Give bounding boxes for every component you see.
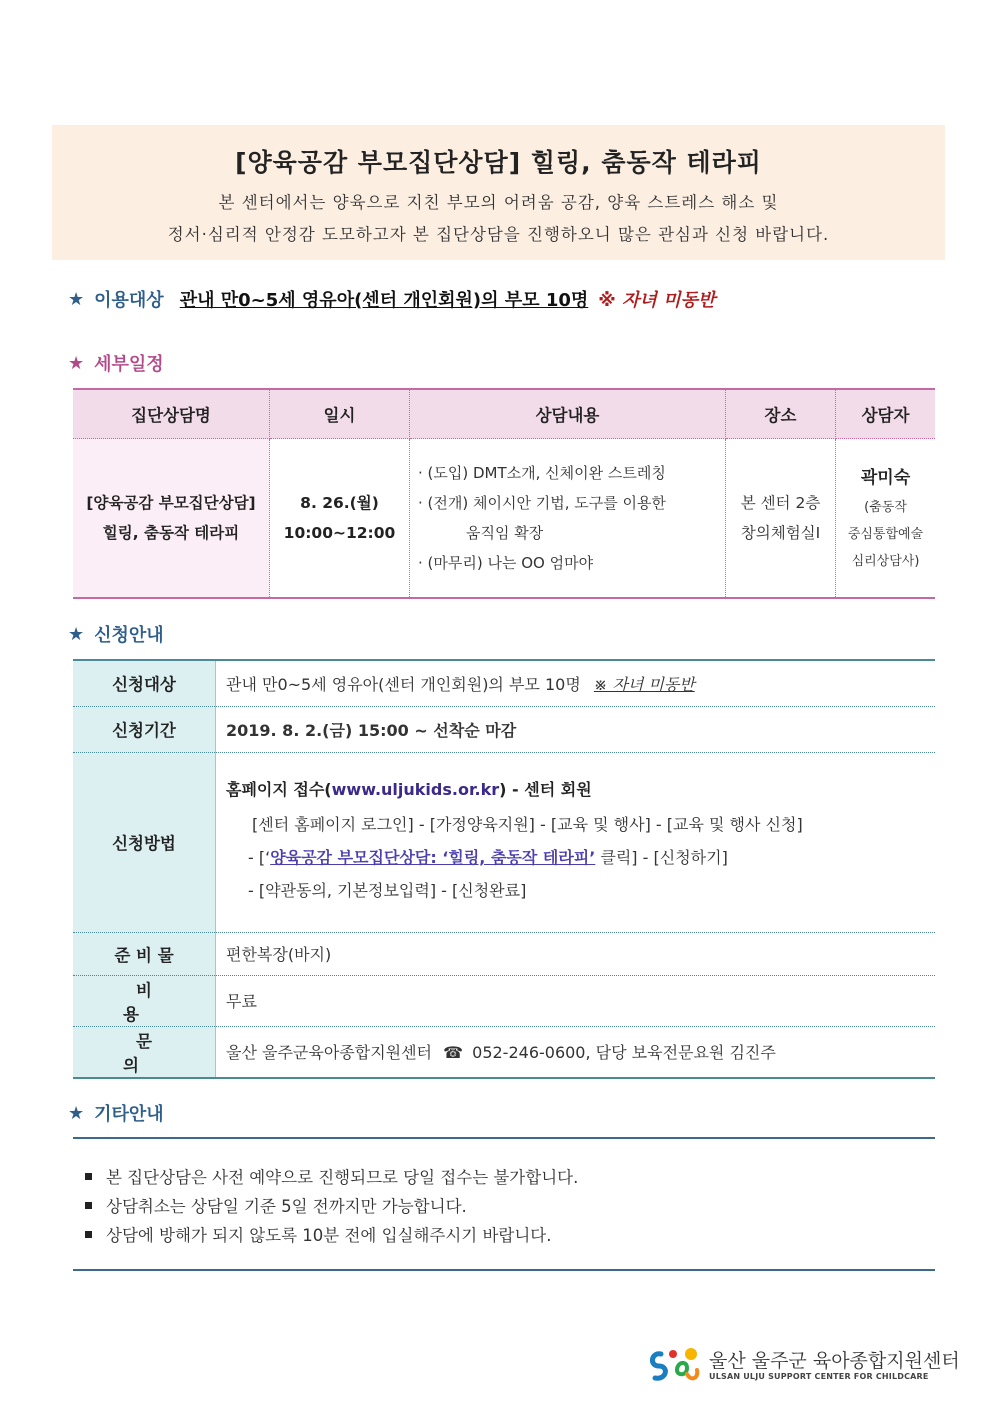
apply-target-text: 관내 만0~5세 영유아(센터 개인회원)의 부모 10명 bbox=[226, 674, 581, 694]
time: 10:00~12:00 bbox=[283, 524, 396, 542]
table-row bbox=[73, 706, 935, 752]
counselor-cell bbox=[836, 439, 936, 599]
etc-list bbox=[85, 1163, 578, 1250]
bullet-icon bbox=[85, 1202, 92, 1209]
method-step-b: 클릭] - [신청하기] bbox=[595, 848, 728, 867]
list-item-text: 상담취소는 상담일 기준 5일 전까지만 가능합니다. bbox=[106, 1197, 467, 1216]
list-item bbox=[85, 1163, 578, 1192]
apply-table bbox=[73, 659, 935, 1079]
row-label: 문 의 bbox=[73, 1026, 216, 1078]
place-line: 본 센터 2층 bbox=[740, 494, 821, 512]
row-value bbox=[216, 660, 936, 706]
logo-icon bbox=[647, 1344, 703, 1386]
method-main bbox=[226, 777, 934, 800]
place-line: 창의체험실Ⅰ bbox=[740, 524, 821, 542]
target-heading: 이용대상 bbox=[94, 290, 164, 311]
divider bbox=[73, 1269, 935, 1271]
column-header: 일시 bbox=[270, 389, 410, 439]
counselor-role: 중심통합예술 bbox=[847, 526, 924, 542]
table-row bbox=[73, 1026, 935, 1078]
content-line: · (도입) DMT소개, 신체이완 스트레칭 bbox=[418, 464, 666, 482]
schedule-table bbox=[73, 388, 935, 599]
apply-section bbox=[68, 621, 164, 647]
method-main-b: ) - 센터 회원 bbox=[499, 780, 592, 799]
program-name-line: [양육공감 부모집단상담] bbox=[86, 494, 256, 512]
method-step bbox=[226, 841, 934, 874]
content-line: · (마무리) 나는 OO 엄마야 bbox=[418, 554, 594, 572]
table-row bbox=[73, 439, 935, 599]
row-label: 신청기간 bbox=[73, 706, 216, 752]
bullet-icon bbox=[85, 1173, 92, 1180]
method-step: - [약관동의, 기본정보입력] - [신청완료] bbox=[248, 881, 527, 900]
org-name-en: ULSAN ULJU SUPPORT CENTER FOR CHILDCARE bbox=[709, 1371, 929, 1381]
column-header: 집단상담명 bbox=[73, 389, 270, 439]
org-name-kr: 울산 울주군 육아종합지원센터 bbox=[709, 1349, 960, 1372]
date: 8. 26.(월) bbox=[300, 494, 379, 512]
intro-line-1: 본 센터에서는 양육으로 지친 부모의 어려움 공감, 양육 스트레스 해소 및 bbox=[218, 193, 779, 212]
list-item bbox=[85, 1221, 578, 1250]
row-label: 준 비 물 bbox=[73, 932, 216, 975]
content-line: 움직임 확장 bbox=[466, 524, 544, 542]
table-row bbox=[73, 752, 935, 932]
column-header: 장소 bbox=[726, 389, 836, 439]
etc-section bbox=[68, 1100, 164, 1126]
program-link[interactable]: 양육공감 부모집단상담: ‘힐링, 춤동작 테라피’ bbox=[270, 848, 596, 867]
star-icon: ★ bbox=[68, 1102, 85, 1124]
counselor-role: 심리상담사) bbox=[851, 553, 920, 569]
phone-icon: ☎ bbox=[443, 1043, 464, 1062]
star-icon: ★ bbox=[68, 352, 85, 374]
list-item-text: 본 집단상담은 사전 예약으로 진행되므로 당일 접수는 불가합니다. bbox=[106, 1168, 579, 1187]
row-label: 비 용 bbox=[73, 975, 216, 1026]
method-main-a: 홈페이지 접수( bbox=[226, 780, 332, 799]
etc-heading: 기타안내 bbox=[94, 1104, 164, 1125]
column-header: 상담내용 bbox=[410, 389, 726, 439]
center-logo bbox=[647, 1344, 960, 1386]
program-name-cell bbox=[73, 439, 270, 599]
target-section bbox=[68, 286, 715, 312]
contact-rest: 052-246-0600, 담당 보육전문요원 김진주 bbox=[472, 1043, 776, 1062]
content-cell bbox=[410, 439, 726, 599]
row-label: 신청방법 bbox=[73, 752, 216, 932]
table-row bbox=[73, 932, 935, 975]
fee-value: 무료 bbox=[216, 975, 936, 1026]
row-label: 신청대상 bbox=[73, 660, 216, 706]
divider bbox=[73, 1137, 935, 1139]
schedule-section bbox=[68, 350, 164, 376]
target-note: ※ 자녀 미동반 bbox=[598, 290, 716, 311]
program-name-line: 힐링, 춤동작 테라피 bbox=[102, 524, 240, 542]
prep-value: 편한복장(바지) bbox=[216, 932, 936, 975]
method-step: [센터 홈페이지 로그인] - [가정양육지원] - [교육 및 행사] - [교육 및 행사 신청] bbox=[252, 815, 803, 834]
content-line: · (전개) 체이시안 기법, 도구를 이용한 bbox=[418, 494, 666, 512]
counselor-role: (춤동작 bbox=[864, 499, 907, 515]
bullet-icon bbox=[85, 1231, 92, 1238]
star-icon: ★ bbox=[68, 623, 85, 645]
method-step-a: - [‘ bbox=[248, 848, 271, 867]
counselor-name: 곽미숙 bbox=[860, 467, 911, 488]
table-row bbox=[73, 660, 935, 706]
schedule-heading: 세부일정 bbox=[94, 354, 164, 375]
page-title: [양육공감 부모집단상담] 힐링, 춤동작 테라피 bbox=[235, 148, 762, 177]
apply-heading: 신청안내 bbox=[94, 625, 164, 646]
apply-period: 2019. 8. 2.(금) 15:00 ~ 선착순 마감 bbox=[216, 706, 936, 752]
apply-target-note: ※ 자녀 미동반 bbox=[593, 674, 695, 694]
homepage-link[interactable]: www.uljukids.or.kr bbox=[331, 780, 500, 799]
row-value bbox=[216, 1026, 936, 1078]
contact-org: 울산 울주군육아종합지원센터 bbox=[226, 1043, 433, 1062]
list-item-text: 상담에 방해가 되지 않도록 10분 전에 입실해주시기 바랍니다. bbox=[106, 1226, 552, 1245]
row-value bbox=[216, 752, 936, 932]
intro-line-2: 정서·심리적 안정감 도모하고자 본 집단상담을 진행하오니 많은 관심과 신청 바랍니다. bbox=[167, 225, 830, 244]
column-header: 상담자 bbox=[836, 389, 936, 439]
datetime-cell bbox=[270, 439, 410, 599]
header-box bbox=[52, 125, 945, 260]
place-cell bbox=[726, 439, 836, 599]
table-row bbox=[73, 975, 935, 1026]
list-item bbox=[85, 1192, 578, 1221]
star-icon: ★ bbox=[68, 288, 85, 310]
logo-text bbox=[709, 1350, 960, 1381]
target-text: 관내 만0~5세 영유아(센터 개인회원)의 부모 10명 bbox=[179, 290, 589, 311]
